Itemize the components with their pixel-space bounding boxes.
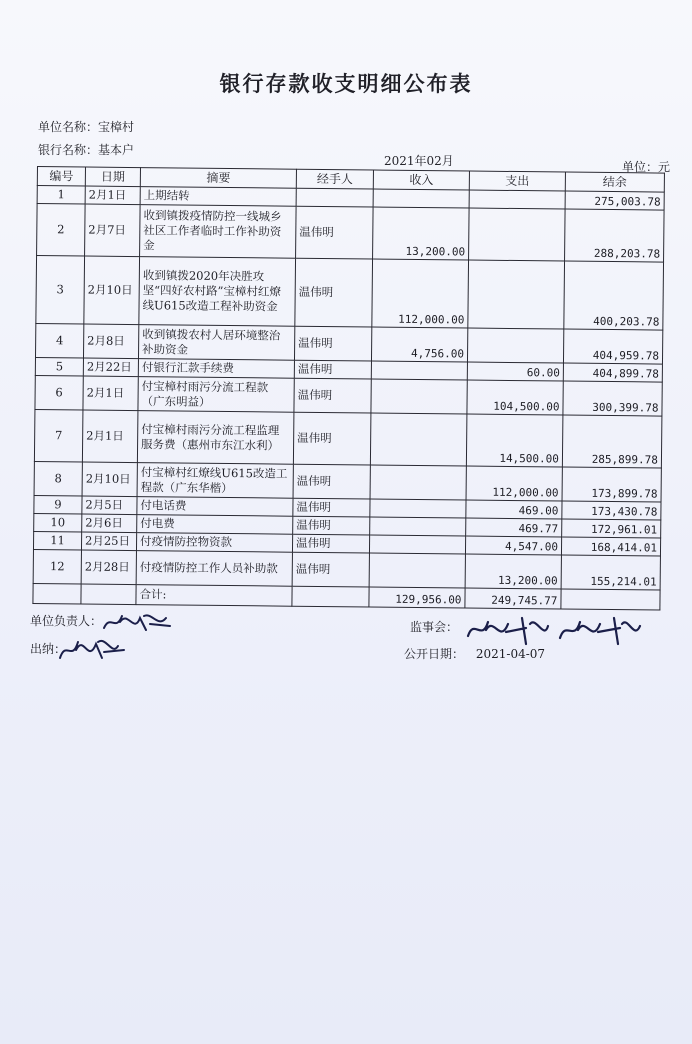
row-summary: 付疫情防控物资款 bbox=[136, 533, 292, 553]
row-income bbox=[370, 499, 466, 518]
row-summary: 付银行汇款手续费 bbox=[138, 359, 294, 379]
row-summary: 付宝樟村雨污分流工程监理服务费（惠州市东江水利） bbox=[137, 411, 294, 465]
row-date: 2月22日 bbox=[83, 358, 138, 377]
row-no: 10 bbox=[34, 513, 82, 532]
row-handler: 温伟明 bbox=[292, 552, 369, 587]
row-income bbox=[370, 465, 466, 500]
row-expense bbox=[469, 190, 565, 209]
header-expense: 支出 bbox=[469, 171, 565, 191]
row-no: 12 bbox=[33, 549, 81, 584]
row-balance: 300,399.78 bbox=[563, 381, 662, 416]
row-handler: 温伟明 bbox=[296, 206, 374, 259]
row-income bbox=[371, 361, 467, 380]
row-balance: 155,214.01 bbox=[561, 555, 660, 590]
row-income bbox=[370, 413, 467, 466]
row-balance: 400,203.78 bbox=[564, 261, 664, 330]
row-date: 2月10日 bbox=[84, 256, 140, 325]
row-balance: 173,430.78 bbox=[562, 501, 661, 520]
bank-name: 银行名称：基本户 bbox=[38, 143, 135, 157]
document-title: 银行存款收支明细公布表 bbox=[219, 71, 473, 96]
row-expense: 112,000.00 bbox=[466, 466, 562, 501]
row-summary: 付疫情防控工作人员补助款 bbox=[136, 551, 292, 587]
row-expense: 469.00 bbox=[466, 500, 562, 519]
row-no: 2 bbox=[37, 204, 86, 256]
row-handler: 温伟明 bbox=[294, 360, 371, 379]
row-date: 2月7日 bbox=[85, 204, 141, 257]
row-no: 8 bbox=[34, 461, 82, 496]
ledger-table bbox=[32, 166, 665, 611]
supervisor-signatures bbox=[464, 610, 644, 650]
ledger-row bbox=[37, 204, 665, 263]
row-balance: 168,414.01 bbox=[561, 537, 660, 556]
unit-name: 单位名称：宝樟村 bbox=[38, 120, 135, 134]
row-no: 11 bbox=[33, 531, 81, 550]
cashier-label: 出纳： bbox=[30, 642, 67, 656]
row-income: 13,200.00 bbox=[373, 207, 470, 260]
row-date: 2月5日 bbox=[82, 496, 137, 515]
header-income: 收入 bbox=[373, 170, 469, 190]
row-no: 3 bbox=[36, 256, 85, 324]
row-handler: 温伟明 bbox=[293, 412, 371, 465]
currency-unit: 单位：元 bbox=[622, 160, 671, 174]
row-summary: 上期结转 bbox=[140, 187, 296, 207]
header-summary: 摘要 bbox=[140, 168, 296, 189]
totals-blank bbox=[561, 589, 660, 610]
row-expense: 4,547.00 bbox=[465, 536, 561, 555]
publish-date-line bbox=[404, 645, 545, 662]
period-label: 2021年02月 bbox=[384, 154, 454, 168]
row-summary: 付宝樟村雨污分流工程款（广东明益） bbox=[138, 377, 294, 413]
row-balance: 173,899.78 bbox=[562, 467, 661, 502]
row-no: 1 bbox=[37, 186, 85, 205]
row-date: 2月1日 bbox=[82, 410, 138, 463]
row-date: 2月6日 bbox=[82, 514, 137, 533]
row-no: 9 bbox=[34, 495, 82, 514]
row-income: 112,000.00 bbox=[372, 259, 469, 328]
row-balance: 404,959.78 bbox=[563, 329, 662, 364]
publish-date-label: 公开日期： bbox=[404, 647, 465, 661]
header-handler: 经手人 bbox=[296, 169, 373, 189]
row-no: 4 bbox=[35, 323, 83, 358]
row-summary: 付电话费 bbox=[137, 497, 293, 517]
row-handler: 温伟明 bbox=[293, 498, 370, 517]
row-income bbox=[371, 379, 467, 414]
supervisor-label: 监事会： bbox=[410, 620, 459, 634]
row-handler: 温伟明 bbox=[295, 258, 373, 327]
row-income bbox=[369, 535, 465, 554]
row-handler bbox=[296, 188, 373, 207]
row-date: 2月25日 bbox=[81, 532, 136, 551]
totals-blank bbox=[81, 584, 136, 605]
row-balance: 288,203.78 bbox=[565, 209, 665, 262]
totals-blank bbox=[33, 583, 81, 604]
row-income: 4,756.00 bbox=[371, 327, 467, 362]
row-expense: 14,500.00 bbox=[466, 414, 563, 467]
row-summary: 收到镇拨农村人居环境整治补助资金 bbox=[138, 325, 294, 361]
row-balance: 275,003.78 bbox=[565, 191, 664, 210]
row-date: 2月8日 bbox=[83, 324, 138, 359]
row-expense bbox=[469, 208, 566, 261]
row-date: 2月1日 bbox=[85, 186, 140, 205]
row-date: 2月1日 bbox=[83, 376, 138, 411]
responsible-label: 单位负责人： bbox=[30, 614, 103, 628]
header-date: 日期 bbox=[85, 167, 140, 187]
totals-income: 129,956.00 bbox=[369, 587, 465, 608]
totals-blank bbox=[292, 586, 369, 607]
row-balance: 285,899.78 bbox=[562, 415, 662, 468]
row-handler: 温伟明 bbox=[294, 326, 371, 361]
row-expense: 469.77 bbox=[466, 518, 562, 537]
row-balance: 404,899.78 bbox=[563, 363, 662, 382]
row-expense bbox=[467, 328, 563, 363]
cashier-signature bbox=[58, 628, 128, 668]
row-no: 5 bbox=[35, 357, 83, 376]
row-income bbox=[369, 553, 465, 588]
row-summary: 收到镇拨2020年决胜攻坚“四好农村路”宝樟村红燎线U615改造工程补助资金 bbox=[139, 257, 296, 327]
totals-expense: 249,745.77 bbox=[465, 588, 561, 609]
row-income bbox=[370, 517, 466, 536]
row-date: 2月10日 bbox=[82, 462, 137, 497]
row-no: 7 bbox=[34, 409, 83, 461]
row-income bbox=[373, 189, 469, 208]
publish-date-value: 2021-04-07 bbox=[475, 647, 546, 661]
row-handler: 温伟明 bbox=[293, 464, 370, 499]
row-summary: 收到镇拨疫情防控一线城乡社区工作者临时工作补助资金 bbox=[140, 205, 297, 259]
row-summary: 付宝樟村红燎线U615改造工程款（广东华楷） bbox=[137, 463, 293, 499]
header-balance: 结余 bbox=[565, 172, 664, 192]
row-expense: 60.00 bbox=[467, 362, 563, 381]
ledger-row bbox=[34, 409, 662, 468]
row-handler: 温伟明 bbox=[292, 534, 369, 553]
row-summary: 付电费 bbox=[137, 515, 293, 535]
row-expense: 13,200.00 bbox=[465, 554, 561, 589]
row-balance: 172,961.01 bbox=[562, 519, 661, 538]
totals-label: 合计: bbox=[136, 585, 292, 607]
row-handler: 温伟明 bbox=[294, 378, 371, 413]
row-handler: 温伟明 bbox=[293, 516, 370, 535]
row-expense bbox=[468, 260, 565, 329]
row-date: 2月28日 bbox=[81, 550, 136, 585]
row-no: 6 bbox=[35, 375, 83, 410]
ledger-row bbox=[36, 256, 664, 331]
row-expense: 104,500.00 bbox=[467, 380, 563, 415]
header-no: 编号 bbox=[37, 167, 85, 187]
